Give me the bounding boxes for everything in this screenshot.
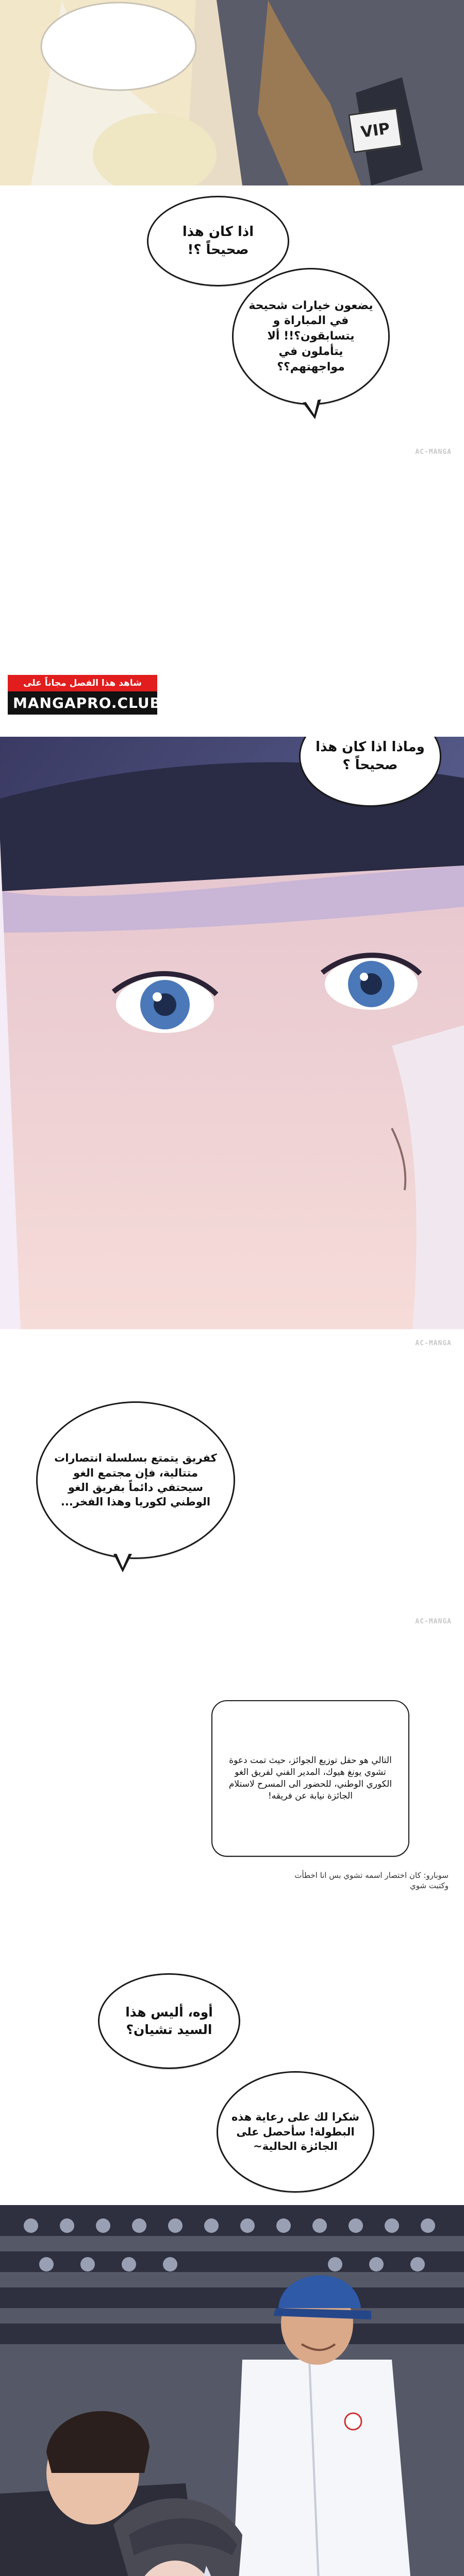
bubble-text: كفريق يتمتع بسلسلة انتصارات متتالية، فإن مجتمع الغو سيحتفي دائماً بفريق الغو الوطني لكوريا وهذا الفخر... [54,1452,217,1509]
panel-5-art [0,2205,464,2576]
bubble-text: شكرا لك على رعاية هذه البطولة! سأحصل على الجائزة الحالية~ [231,2111,359,2153]
bubble-tail [303,399,324,421]
announcement-box [211,1700,409,1857]
bubble-text: وماذا اذا كان هذا صحيحاً ؟ [316,739,425,773]
announcement-text: التالي هو حفل توزيع الجوائز، حيث تمت دعوة تشوي يونغ هيوك، المدير الفني لفريق الغو الكوري الوطني، للحضور الى المسرح لاستلام الجائزة نيابة عن فريقه! [228,1755,392,1801]
bubble-text: أوه، أليس هذا السيد تشيان؟ [125,2005,213,2037]
watermark: AC-MANGA [415,1340,452,1347]
speech-bubble-question [147,196,289,286]
panel-2 [0,737,464,1329]
watermark: AC-MANGA [415,1618,452,1625]
speech-bubble-doubt [232,268,390,405]
panel-1 [0,0,464,185]
speech-bubble-thanks [217,2071,374,2193]
bubble-text: اذا كان هذا صحيحاً ؟! [182,224,254,258]
panel-5 [0,2205,464,2576]
speech-bubble-mr-qian [98,1973,240,2069]
bubble-text: يضعون خيارات شحيحة في المباراة و يتسابقون؟!! ألا يتأملون في مواجهتهم؟؟ [248,299,373,374]
bubble-tail [113,1554,132,1572]
vip-badge-text: VIP [359,119,391,142]
site-promo-label: شاهد هذا الفصل مجاناً على [8,675,157,691]
panel-1-art [0,0,464,185]
panel-2-art [0,737,464,1329]
vip-badge [348,108,403,154]
site-name[interactable]: MANGAPRO.CLUB [8,691,157,715]
watermark: AC-MANGA [415,448,452,456]
translator-note: سوبارو: كان اختصار اسمه تشوي بس انا اخطأت وكتبت شوي [294,1871,449,1891]
site-banner[interactable] [8,675,161,715]
speech-bubble-team-pride [36,1401,235,1559]
